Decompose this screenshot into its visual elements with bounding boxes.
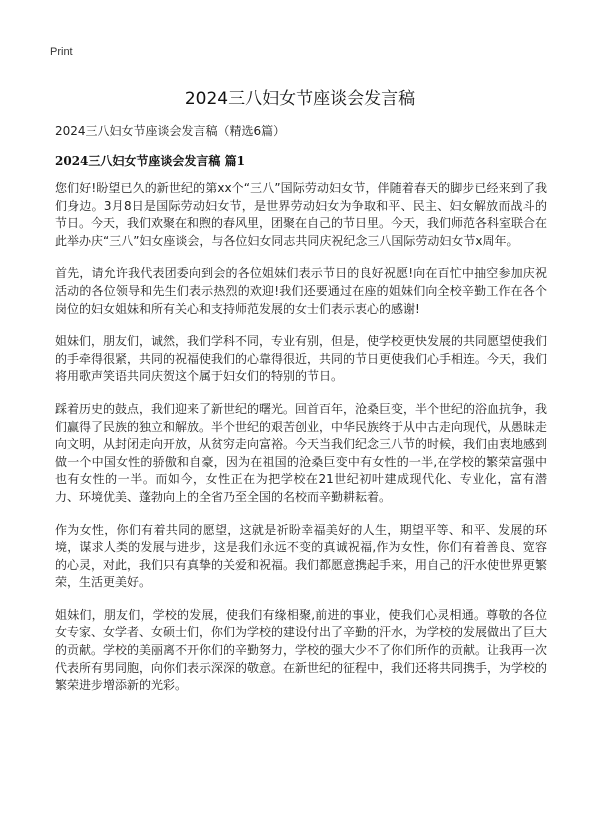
- paragraph-4: 踩着历史的鼓点，我们迎来了新世纪的曙光。回首百年，沧桑巨变，半个世纪的浴血抗争，我们赢得了民族的独立和解放。半个世纪的艰苦创业，中华民族终于从中古走向现代，从愚昧走向文明，从封闭走向开放，从贫穷走向富裕。今天当我们纪念三八节的时候，我们由衷地感到做一个中国女性的骄傲和自豪，因为在祖国的沧桑巨变中有女性的一半,在学校的繁荣富强中也有女性的一半。而如今，女性正在为把学校在21世纪初叶建成现代化、专业化，富有潜力、环境优美、蓬勃向上的全省乃至全国的名校而辛勤耕耘着。: [55, 401, 548, 504]
- paragraph-1: 您们好!盼望已久的新世纪的第xx个“三八”国际劳动妇女节，伴随着春天的脚步已经来到了我们身边。3月8日是国际劳动妇女节，是世界劳动妇女为争取和平、民主、妇女解放而战斗的节日。今天，我们欢聚在和煦的春风里，团聚在自己的节日里。今天，我们师范各科室联合在此举办庆“三八”妇女座谈会，与各位妇女同志共同庆祝纪念三八国际劳动妇女节x周年。: [55, 181, 548, 248]
- document-subtitle: 2024三八妇女节座谈会发言稿（精选6篇）: [55, 124, 286, 138]
- page-title: 2024三八妇女节座谈会发言稿: [184, 89, 416, 109]
- paragraph-5: 作为女性，你们有着共同的愿望，这就是祈盼幸福美好的人生，期望平等、和平、发展的环境，谋求人类的发展与进步，这是我们永远不变的真诚祝福,作为女性，你们有着善良、宽容的心灵，对此，我们只有真挚的关爱和祝福。我们都愿意携起手来，用自己的汗水使世界更繁荣，生活更美好。: [55, 522, 548, 590]
- article-body: [55, 180, 547, 710]
- paragraph-6: 姐妹们，朋友们，学校的发展，使我们有缘相聚,前进的事业，使我们心灵相通。尊敬的各位女专家、女学者、女硕士们，你们为学校的建设付出了辛勤的汗水，为学校的发展做出了巨大的贡献。学校的美丽离不开你们的辛勤努力，学校的强大少不了你们所作的贡献。让我再一次代表所有男同胞，向你们表示深深的敬意。在新世纪的征程中，我们还将共同携手，为学校的繁荣进步增添新的光彩。: [55, 607, 548, 693]
- section-heading: 2024三八妇女节座谈会发言稿 篇1: [55, 154, 245, 168]
- paragraph-2: 首先，请允许我代表团委向到会的各位姐妹们表示节日的良好祝愿!向在百忙中抽空参加庆祝活动的各位领导和先生们表示热烈的欢迎!我们还要通过在座的姐妹们向全校辛勤工作在各个岗位的妇女姐妹和所有关心和支持师范发展的女士们表示衷心的感谢!: [55, 266, 547, 316]
- paragraph-3: 姐妹们，朋友们，诚然，我们学科不同，专业有别，但是，使学校更快发展的共同愿望使我们的手牵得很紧，共同的祝福使我们的心靠得很近，共同的节日更使我们心手相连。今天，我们将用歌声笑语共同庆贺这个属于妇女们的特别的节日。: [55, 334, 548, 384]
- print-link[interactable]: Print: [50, 46, 73, 58]
